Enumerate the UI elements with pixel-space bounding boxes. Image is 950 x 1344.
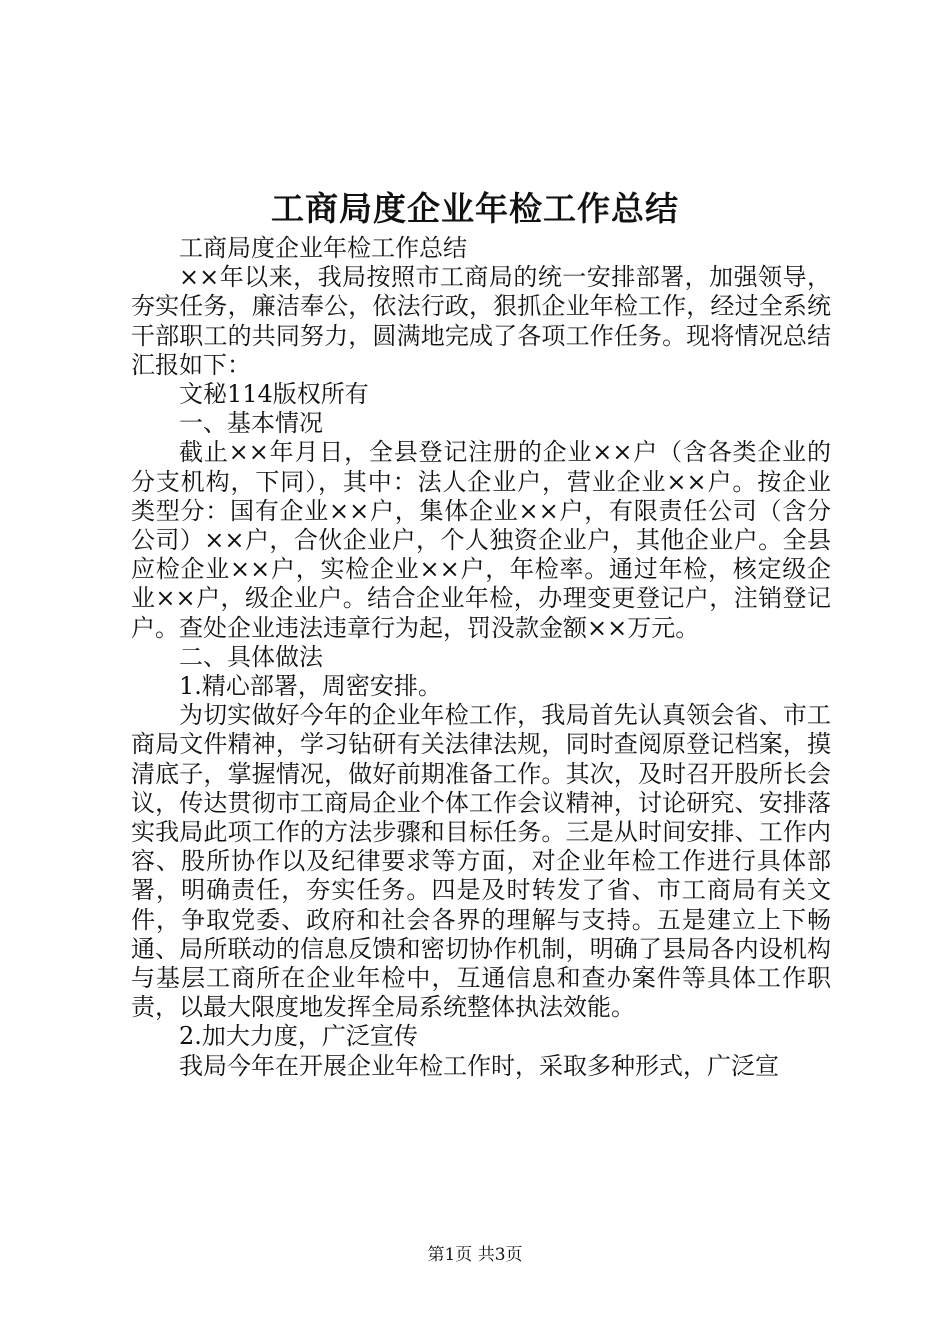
subheading-deployment: 1.精心部署，周密安排。 [179,672,442,701]
document-title: 工商局度企业年检工作总结 [271,189,679,228]
section-heading-methods: 二、具体做法 [179,642,323,671]
paragraph-subtitle: 工商局度企业年检工作总结 [179,234,467,262]
paragraph-copyright: 文秘114版权所有 [179,380,369,409]
paragraph-intro: ××年以来，我局按照市工商局的统一安排部署，加强领导，夯实任务，廉洁奉公，依法行政，狠抓企业年检工作，经过全系统干部职工的共同努力，圆满地完成了各项工作任务。现将情况总结汇报如下： [131,263,831,379]
document-body [131,234,831,1081]
subheading-publicity: 2.加大力度，广泛宣传 [179,1022,418,1051]
section-heading-basic: 一、基本情况 [179,409,323,438]
paragraph-deployment: 为切实做好今年的企业年检工作，我局首先认真领会省、市工商局文件精神，学习钻研有关法律法规，同时查阅原登记档案，摸清底子，掌握情况，做好前期准备工作。其次，及时召开股所长会议，传达贯彻市工商局企业个体工作会议精神，讨论研究、安排落实我局此项工作的方法步骤和目标任务。三是从时间安排、工作内容、股所协作以及纪律要求等方面，对企业年检工作进行具体部署，明确责任，夯实任务。四是及时转发了省、市工商局有关文件，争取党委、政府和社会各界的理解与支持。五是建立上下畅通、局所联动的信息反馈和密切协作机制，明确了县局各内设机构与基层工商所在企业年检中，互通信息和查办案件等具体工作职责，以最大限度地发挥全局系统整体执法效能。 [131,701,831,1022]
paragraph-publicity: 我局今年在开展企业年检工作时，采取多种形式，广泛宣 [179,1051,779,1080]
page-number-footer: 第1页 共3页 [427,1245,523,1265]
paragraph-basic-situation: 截止××年月日，全县登记注册的企业××户（含各类企业的分支机构，下同），其中：法人企业户，营业企业××户。按企业类型分：国有企业××户，集体企业××户，有限责任公司（含分公司）××户，合伙企业户，个人独资企业户，其他企业户。全县应检企业××户，实检企业××户，年检率。通过年检，核定级企业××户，级企业户。结合企业年检，办理变更登记户，注销登记户。查处企业违法违章行为起，罚没款金额××万元。 [131,438,831,642]
